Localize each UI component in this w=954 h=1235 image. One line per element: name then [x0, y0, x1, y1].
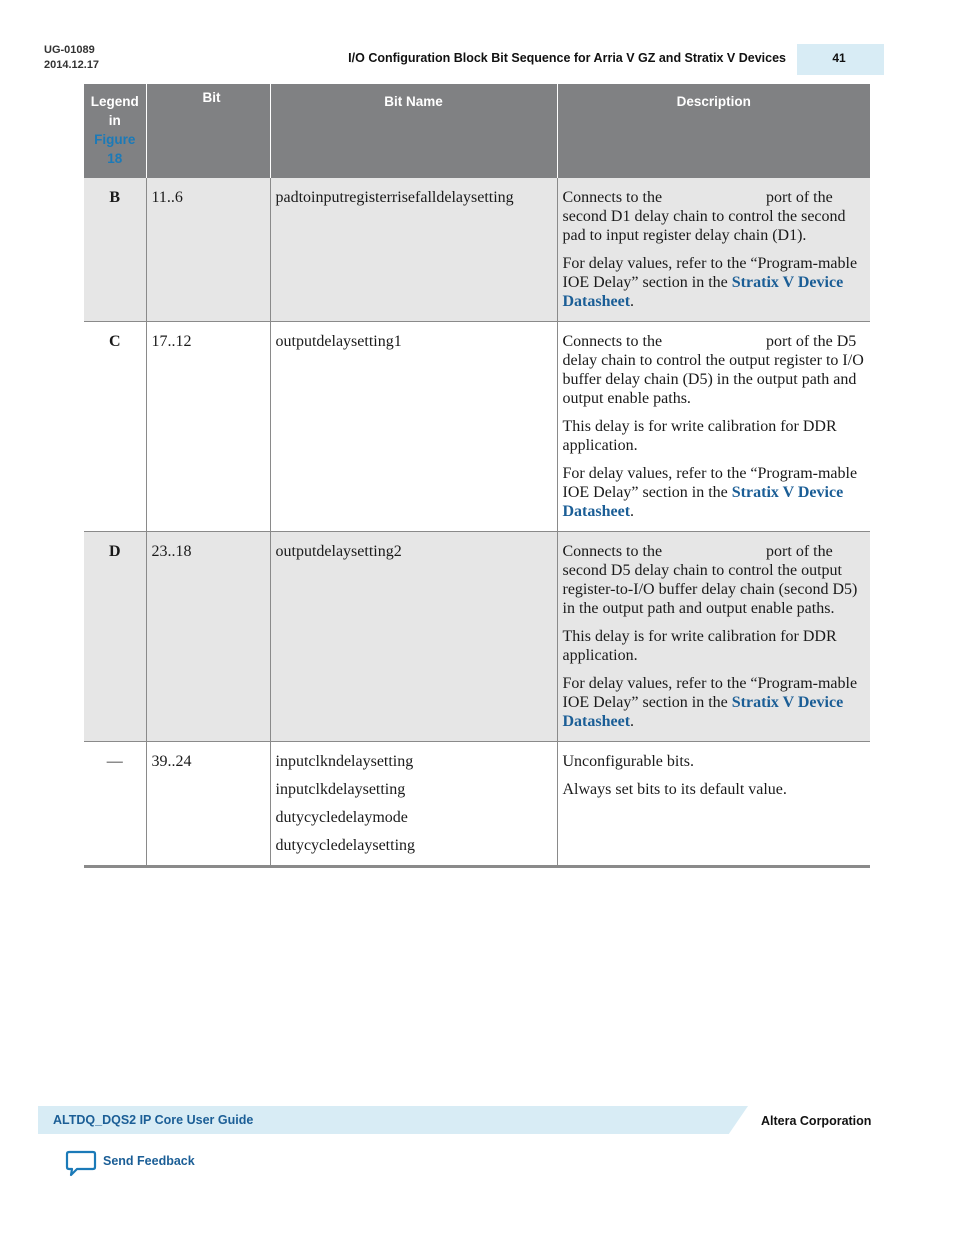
description-paragraph: This delay is for write calibration for DDR application. [562, 418, 837, 454]
bit-sequence-table [84, 84, 870, 868]
speech-bubble-icon[interactable] [65, 1150, 97, 1178]
bit-name-cell [270, 532, 557, 742]
send-feedback-link[interactable]: Send Feedback [103, 1154, 195, 1168]
desc-text: Connects to the [562, 333, 663, 350]
description-paragraph: Unconfigurable bits. [562, 753, 695, 770]
bit-name: inputclkdelaysetting [275, 781, 406, 798]
bit-name: outputdelaysetting2 [275, 543, 402, 560]
legend-cell: C [84, 322, 146, 532]
desc-text: the second D5 delay chain to control the output register-to-I/O buffer delay chain (second D5) in the output path and output enable paths. [562, 543, 858, 617]
figure-link-number: 18 [107, 151, 123, 166]
table-header-row [84, 84, 870, 178]
col-header-description: Description [557, 84, 870, 178]
description-paragraph [563, 542, 866, 618]
figure-link-word: Figure [94, 132, 136, 147]
legend-header-line2: in [108, 113, 121, 128]
description-paragraph [563, 332, 866, 408]
doc-date: 2014.12.17 [44, 59, 100, 71]
table-row [84, 178, 870, 322]
page-number-box [797, 44, 884, 75]
desc-text: the D5 delay chain to control the output register to I/O buffer delay chain (D5) in the output path and output enable paths. [562, 333, 864, 407]
description-cell [557, 532, 870, 742]
footer-corporation: Altera Corporation [761, 1114, 872, 1128]
bit-cell: 11..6 [146, 178, 270, 322]
bit-cell: 23..18 [146, 532, 270, 742]
desc-text: For delay values, refer to the “Program-mable IOE Delay” section in the [562, 255, 858, 291]
description-paragraph [563, 254, 866, 311]
desc-text: Connects to the [562, 189, 663, 206]
description-paragraph [563, 188, 866, 245]
bit-name: inputclkndelaysetting [275, 753, 414, 770]
description-cell [557, 322, 870, 532]
bit-name-cell [270, 322, 557, 532]
col-header-bit: Bit [146, 84, 270, 178]
desc-text: . [630, 293, 635, 310]
legend-cell: D [84, 532, 146, 742]
legend-cell: B [84, 178, 146, 322]
table-row [84, 532, 870, 742]
desc-text: the second D1 delay chain to control the second pad to input register delay chain (D1). [562, 189, 846, 244]
legend-header-line1: Legend [90, 94, 139, 109]
description-paragraph: This delay is for write calibration for DDR application. [562, 628, 837, 664]
desc-text: Connects to the [562, 543, 663, 560]
bit-name-cell [270, 178, 557, 322]
desc-text: port of [766, 333, 810, 350]
col-header-bit-name: Bit Name [270, 84, 557, 178]
desc-text: port of [766, 543, 810, 560]
description-paragraph: Always set bits to its default value. [562, 781, 787, 798]
bit-name: dutycycledelaysetting [275, 837, 416, 854]
description-paragraph [563, 674, 866, 731]
table-row [84, 322, 870, 532]
description-paragraph [563, 464, 866, 521]
bit-cell: 39..24 [146, 742, 270, 867]
desc-text: . [630, 713, 635, 730]
datasheet-link[interactable]: Stratix V Device Datasheet [562, 694, 844, 730]
description-cell [557, 742, 870, 867]
bit-name: padtoinputregisterrisefalldelaysetting [275, 189, 514, 206]
page-number: 41 [832, 51, 846, 65]
datasheet-link[interactable]: Stratix V Device Datasheet [562, 484, 844, 520]
description-cell [557, 178, 870, 322]
bit-cell: 17..12 [146, 322, 270, 532]
bit-name: outputdelaysetting1 [275, 333, 402, 350]
figure-link[interactable] [88, 130, 142, 168]
table-row [84, 742, 870, 867]
datasheet-link[interactable]: Stratix V Device Datasheet [562, 274, 844, 310]
col-header-legend [84, 84, 146, 178]
footer-guide-title: ALTDQ_DQS2 IP Core User Guide [53, 1113, 254, 1127]
doc-id: UG-01089 [44, 44, 95, 56]
doc-id-block [44, 43, 99, 73]
running-title: I/O Configuration Block Bit Sequence for Arria V GZ and Stratix V Devices [348, 51, 786, 65]
desc-text: . [630, 503, 635, 520]
desc-text: port of [766, 189, 810, 206]
bit-name: dutycycledelaymode [275, 809, 408, 826]
legend-cell: — [84, 742, 146, 867]
desc-text: For delay values, refer to the “Program-mable IOE Delay” section in the [562, 675, 858, 711]
desc-text: For delay values, refer to the “Program-mable IOE Delay” section in the [562, 465, 858, 501]
bit-name-cell [270, 742, 557, 867]
